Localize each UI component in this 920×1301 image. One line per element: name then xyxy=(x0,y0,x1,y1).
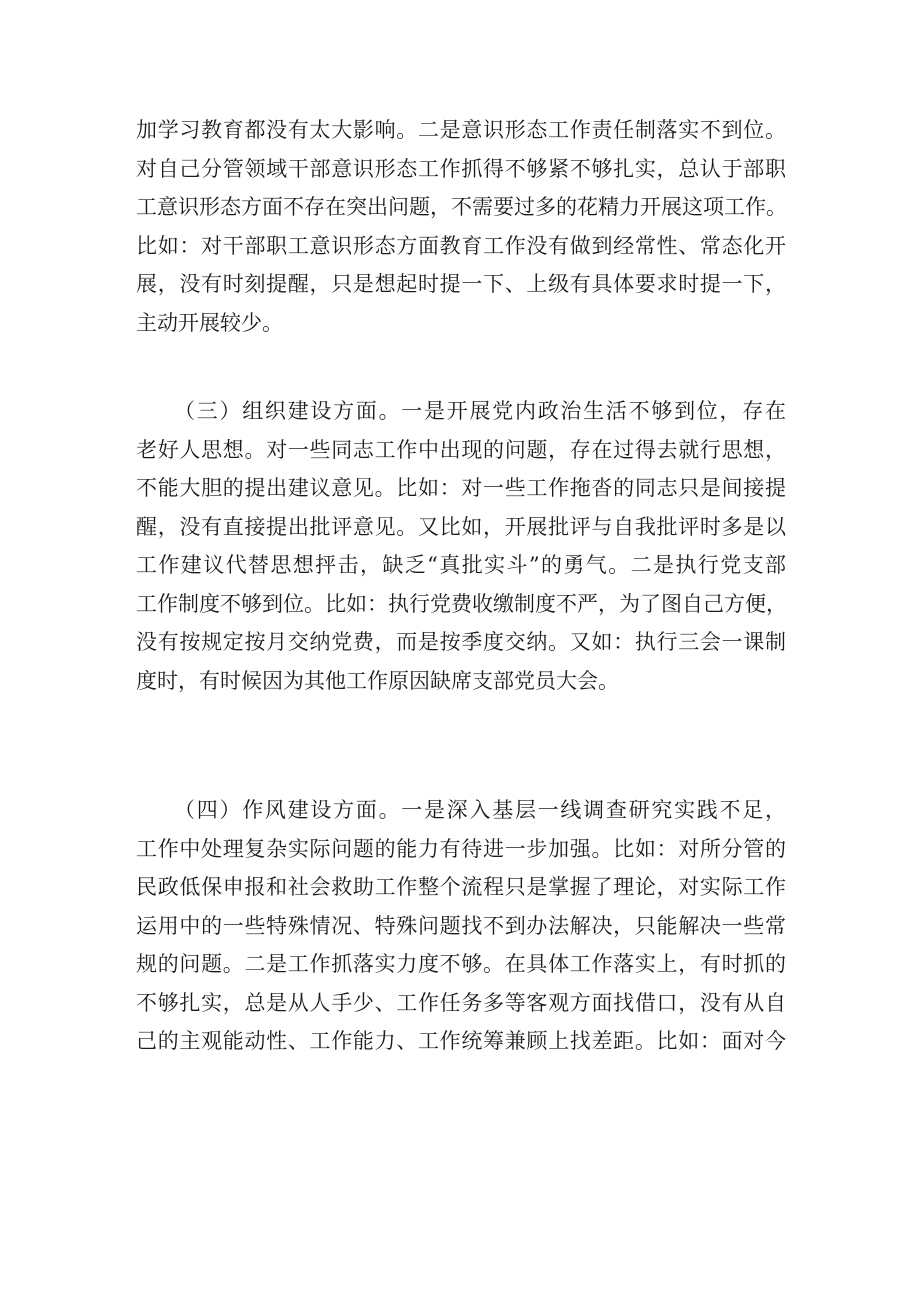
text-line: （四）作风建设方面。一是深入基层一线调查研究实践不足， xyxy=(174,798,786,822)
text-line: 运用中的一些特殊情况、特殊问题找不到办法解决，只能解决一些常 xyxy=(136,913,786,938)
text-line: 没有按规定按月交纳党费，而是按季度交纳。又如：执行三会一课制 xyxy=(136,630,786,654)
text-line: 展，没有时刻提醒，只是想起时提一下、上级有具体要求时提一下， xyxy=(136,272,786,296)
text-line: 工作中处理复杂实际问题的能力有待进一步加强。比如：对所分管的 xyxy=(136,836,786,861)
text-line: 工意识形态方面不存在突出问题，不需要过多的花精力开展这项工作。 xyxy=(136,195,787,219)
text-line: 主动开展较少。 xyxy=(136,310,283,335)
text-line: 度时，有时候因为其他工作原因缺席支部党员大会。 xyxy=(136,668,619,693)
text-line: 工作建议代替思想抨击，缺乏“真批实斗”的勇气。二是执行党支部 xyxy=(136,553,786,577)
paragraph-ideology xyxy=(136,111,786,342)
paragraph-organization xyxy=(136,392,786,700)
text-line: （三）组织建设方面。一是开展党内政治生活不够到位，存在 xyxy=(174,399,786,423)
text-line: 醒，没有直接提出批评意见。又比如，开展批评与自我批评时多是以 xyxy=(136,514,786,539)
text-line: 不够扎实，总是从人手少、工作任务多等客观方面找借口，没有从自 xyxy=(136,990,786,1015)
text-line: 加学习教育都没有太大影响。二是意识形态工作责任制落实不到位。 xyxy=(136,118,786,142)
text-line: 老好人思想。对一些同志工作中出现的问题，存在过得去就行思想， xyxy=(136,437,786,462)
text-line: 不能大胆的提出建议意见。比如：对一些工作拖沓的同志只是间接提 xyxy=(136,476,786,500)
text-line: 工作制度不够到位。比如：执行党费收缴制度不严，为了图自己方便， xyxy=(136,591,787,616)
text-line: 民政低保申报和社会救助工作整个流程只是掌握了理论，对实际工作 xyxy=(136,875,786,899)
text-line: 己的主观能动性、工作能力、工作统筹兼顾上找差距。比如：面对今 xyxy=(136,1029,786,1053)
text-line: 对自己分管领域干部意识形态工作抓得不够紧不够扎实，总认于部职 xyxy=(136,156,786,181)
paragraph-work-style xyxy=(136,791,786,1061)
text-line: 规的问题。二是工作抓落实力度不够。在具体工作落实上，有时抓的 xyxy=(136,952,786,976)
text-line: 比如：对干部职工意识形态方面教育工作没有做到经常性、常态化开 xyxy=(136,233,786,258)
